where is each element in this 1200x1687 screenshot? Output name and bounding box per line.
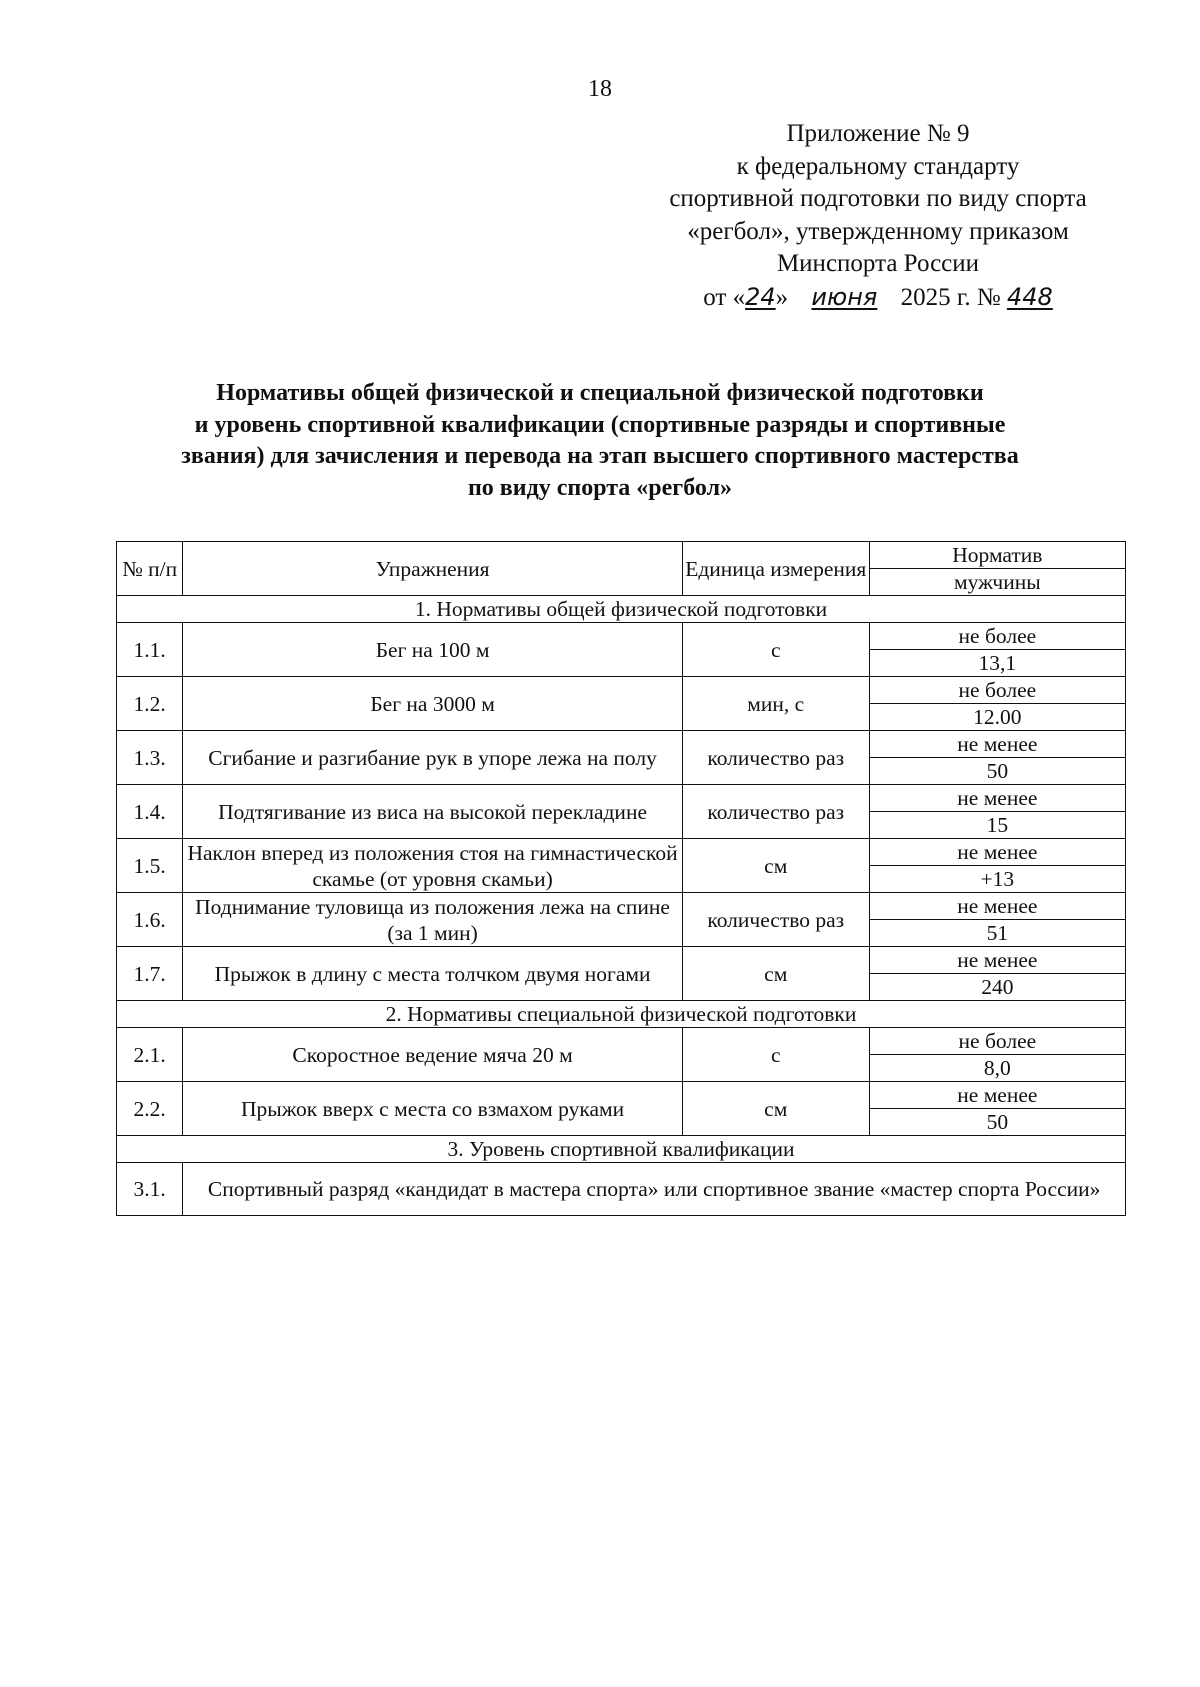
row-num: 1.2. <box>117 677 183 731</box>
row-exercise: Бег на 3000 м <box>183 677 682 731</box>
section-title: 3. Уровень спортивной квалификации <box>117 1136 1126 1163</box>
date-year: 2025 г. № <box>900 283 1001 311</box>
table-row <box>117 947 1126 974</box>
norms-table-body <box>117 542 1126 1216</box>
row-value: 13,1 <box>869 650 1125 677</box>
table-row <box>117 839 1126 866</box>
row-value: 8,0 <box>869 1055 1125 1082</box>
row-exercise: Бег на 100 м <box>183 623 682 677</box>
title-line: по виду спорта «регбол» <box>467 474 733 501</box>
table-row <box>117 677 1126 704</box>
order-date-line <box>618 281 1138 315</box>
row-num: 1.7. <box>117 947 183 1001</box>
appendix-line: Приложение № 9 <box>786 120 970 147</box>
row-unit: количество раз <box>682 731 869 785</box>
table-row <box>117 1163 1126 1216</box>
row-value: 15 <box>869 812 1125 839</box>
row-exercise: Прыжок вверх с места со взмахом руками <box>183 1082 682 1136</box>
row-qualifier: не менее <box>869 1082 1125 1109</box>
date-prefix: от « <box>703 283 746 311</box>
row-num: 1.3. <box>117 731 183 785</box>
table-row <box>117 623 1126 650</box>
row-value: 12.00 <box>869 704 1125 731</box>
row-unit: количество раз <box>682 893 869 947</box>
handwritten-number: 448 <box>1006 282 1053 311</box>
date-mid: » <box>775 283 789 311</box>
header-unit: Единица измерения <box>682 542 869 596</box>
row-exercise: Подтягивание из виса на высокой перекладине <box>183 785 682 839</box>
row-unit: с <box>682 1028 869 1082</box>
norms-table <box>116 541 1126 1216</box>
row-unit: см <box>682 839 869 893</box>
title-line: Нормативы общей физической и специальной физической подготовки <box>216 380 984 406</box>
row-qualifier: не менее <box>869 785 1125 812</box>
appendix-line: к федеральному стандарту <box>736 152 1020 180</box>
row-qualifier: не более <box>869 1028 1125 1055</box>
row-num: 1.1. <box>117 623 183 677</box>
header-num: № п/п <box>117 542 183 596</box>
page-number: 18 <box>588 76 612 102</box>
header-exercise: Упражнения <box>183 542 682 596</box>
row-exercise: Прыжок в длину с места толчком двумя ногами <box>183 947 682 1001</box>
row-exercise: Сгибание и разгибание рук в упоре лежа на полу <box>183 731 682 785</box>
row-num: 2.2. <box>117 1082 183 1136</box>
row-qualifier: не более <box>869 677 1125 704</box>
row-unit: количество раз <box>682 785 869 839</box>
row-qualifier: не менее <box>869 947 1125 974</box>
handwritten-month: июня <box>811 282 878 311</box>
row-exercise: Наклон вперед из положения стоя на гимнастической скамье (от уровня скамьи) <box>183 839 682 893</box>
header-row <box>117 542 1126 569</box>
row-exercise: Поднимание туловища из положения лежа на спине (за 1 мин) <box>183 893 682 947</box>
header-norm: Норматив <box>869 542 1125 569</box>
title-line: звания) для зачисления и перевода на этап высшего спортивного мастерства <box>181 443 1019 469</box>
row-num: 2.1. <box>117 1028 183 1082</box>
row-qualifier: не более <box>869 623 1125 650</box>
row-num: 1.4. <box>117 785 183 839</box>
row-unit: см <box>682 1082 869 1136</box>
table-row <box>117 1028 1126 1055</box>
row-unit: см <box>682 947 869 1001</box>
section-title: 1. Нормативы общей физической подготовки <box>117 596 1126 623</box>
row-exercise: Скоростное ведение мяча 20 м <box>183 1028 682 1082</box>
appendix-line: Минспорта России <box>776 250 980 277</box>
header-gender: мужчины <box>869 569 1125 596</box>
row-num: 3.1. <box>117 1163 183 1216</box>
table-row <box>117 731 1126 758</box>
row-text: Спортивный разряд «кандидат в мастера спорта» или спортивное звание «мастер спорта России» <box>183 1163 1126 1216</box>
section-title: 2. Нормативы специальной физической подготовки <box>117 1001 1126 1028</box>
section-row <box>117 596 1126 623</box>
row-unit: мин, с <box>682 677 869 731</box>
row-value: +13 <box>869 866 1125 893</box>
row-num: 1.6. <box>117 893 183 947</box>
row-unit: с <box>682 623 869 677</box>
row-num: 1.5. <box>117 839 183 893</box>
row-qualifier: не менее <box>869 731 1125 758</box>
handwritten-day: 24 <box>745 282 776 311</box>
table-row <box>117 785 1126 812</box>
section-row <box>117 1136 1126 1163</box>
row-qualifier: не менее <box>869 893 1125 920</box>
appendix-line: спортивной подготовки по виду спорта <box>669 185 1087 212</box>
appendix-line: «регбол», утвержденному приказом <box>687 217 1069 245</box>
row-value: 51 <box>869 920 1125 947</box>
row-value: 240 <box>869 974 1125 1001</box>
appendix-block <box>618 118 1138 314</box>
title-line: и уровень спортивной квалификации (спортивные разряды и спортивные <box>194 411 1006 438</box>
document-title <box>120 378 1080 504</box>
row-value: 50 <box>869 1109 1125 1136</box>
table-row <box>117 893 1126 920</box>
row-value: 50 <box>869 758 1125 785</box>
section-row <box>117 1001 1126 1028</box>
table-row <box>117 1082 1126 1109</box>
row-qualifier: не менее <box>869 839 1125 866</box>
